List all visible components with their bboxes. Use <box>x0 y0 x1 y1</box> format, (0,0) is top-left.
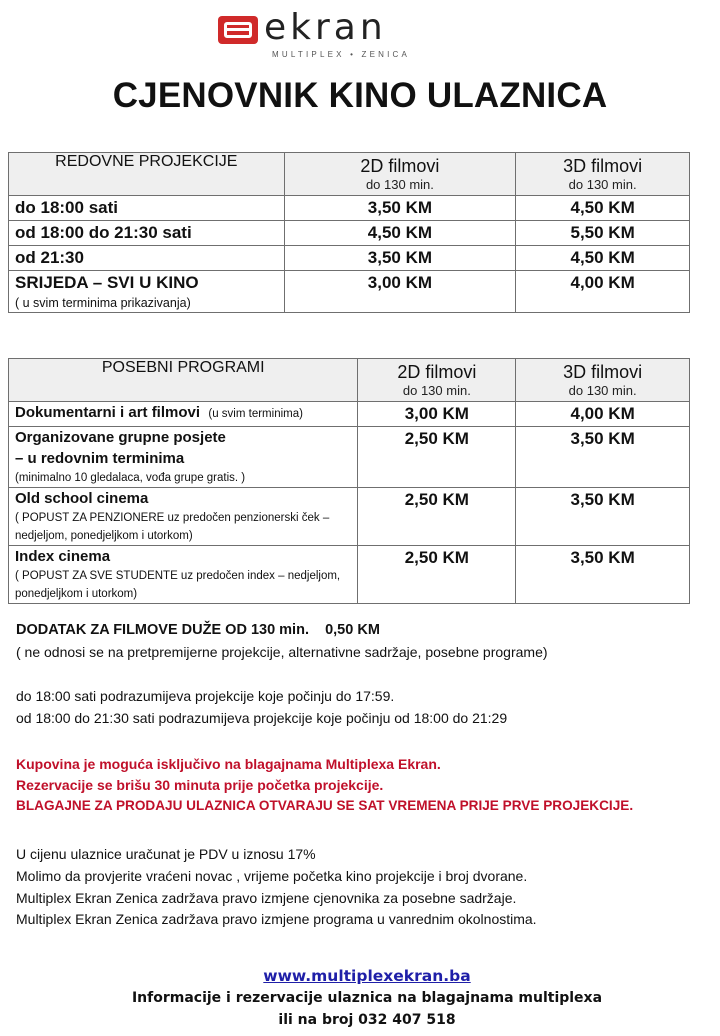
column-3d-sub: do 130 min. <box>568 383 637 398</box>
table-row <box>9 271 690 313</box>
price-3d: 3,50 KM <box>516 488 690 546</box>
surcharge-price: 0,50 KM <box>325 622 380 638</box>
row-note: ( u svim terminima prikazivanja) <box>15 296 191 310</box>
row-label: do 18:00 sati <box>9 196 285 221</box>
page-title: CJENOVNIK KINO ULAZNICA <box>112 76 608 115</box>
price-3d: 5,50 KM <box>516 221 690 246</box>
price-3d: 3,50 KM <box>516 546 690 604</box>
footer-info-line: Informacije i rezervacije ulaznica na blagajnama multiplexa <box>131 990 603 1006</box>
column-3d-label: 3D filmovi <box>563 156 643 176</box>
table-row <box>9 246 690 271</box>
special-header-label: POSEBNI PROGRAMI <box>9 359 358 402</box>
ekran-logo-icon <box>218 16 258 44</box>
row-label-line2: – u redovnim terminima <box>15 450 185 467</box>
surcharge-label: DODATAK ZA FILMOVE DUŽE OD 130 min. <box>16 622 309 638</box>
table-header-row <box>9 153 690 196</box>
price-3d: 4,00 KM <box>516 271 690 313</box>
table-row <box>9 488 690 546</box>
time-note: do 18:00 sati podrazumijeva projekcije koje počinju do 17:59. <box>16 688 395 704</box>
price-3d: 4,00 KM <box>516 402 690 427</box>
price-2d: 3,00 KM <box>358 402 516 427</box>
footer-website-wrap <box>0 966 720 985</box>
warning-line: Rezervacije se brišu 30 minuta prije početka projekcije. <box>16 777 384 793</box>
row-label: od 18:00 do 21:30 sati <box>9 221 285 246</box>
row-label-cell <box>9 402 358 427</box>
price-2d: 3,00 KM <box>284 271 516 313</box>
price-2d: 2,50 KM <box>358 427 516 488</box>
row-note: ( POPUST ZA SVE STUDENTE uz predočen index – nedjeljom, ponedjeljkom i utorkom) <box>15 570 341 600</box>
column-3d <box>516 359 690 402</box>
info-line: Molimo da provjerite vraćeni novac , vrijeme početka kino projekcije i broj dvorane. <box>16 868 528 884</box>
row-label-cell <box>9 488 358 546</box>
surcharge-note: ( ne odnosi se na pretpremijerne projekcije, alternativne sadržaje, posebne programe) <box>16 644 548 660</box>
price-2d: 2,50 KM <box>358 488 516 546</box>
info-line: Multiplex Ekran Zenica zadržava pravo izmjene cjenovnika za posebne sadržaje. <box>16 890 517 906</box>
warning-line: BLAGAJNE ZA PRODAJU ULAZNICA OTVARAJU SE SAT VREMENA PRIJE PRVE PROJEKCIJE. <box>16 798 634 813</box>
row-note: ( POPUST ZA PENZIONERE uz predočen penzionerski ček – nedjeljom, ponedjeljkom i utorkom) <box>15 512 330 542</box>
website-link[interactable]: www.multiplexekran.ba <box>263 967 471 985</box>
row-label: Index cinema <box>15 548 111 565</box>
time-note: od 18:00 do 21:30 sati podrazumijeva projekcije koje počinju od 18:00 do 21:29 <box>16 710 508 726</box>
column-2d-sub: do 130 min. <box>365 177 434 192</box>
table-row <box>9 221 690 246</box>
footer-phone-line: ili na broj 032 407 518 <box>278 1012 456 1028</box>
info-line: Multiplex Ekran Zenica zadržava pravo izmjene programa u vanrednim okolnostima. <box>16 911 537 927</box>
column-2d <box>358 359 516 402</box>
special-price-table <box>8 358 690 604</box>
price-3d: 4,50 KM <box>516 246 690 271</box>
regular-header-label: REDOVNE PROJEKCIJE <box>9 153 285 196</box>
row-label: od 21:30 <box>9 246 285 271</box>
row-inline-note: (u svim terminima) <box>208 408 303 420</box>
ekran-logo <box>218 7 438 60</box>
row-label: Dokumentarni i art filmovi <box>15 404 201 421</box>
column-2d-sub: do 130 min. <box>402 383 471 398</box>
row-label: Organizovane grupne posjete <box>15 429 226 446</box>
info-line: U cijenu ulaznice uračunat je PDV u iznosu 17% <box>16 846 316 862</box>
column-3d <box>516 153 690 196</box>
column-2d-label: 2D filmovi <box>397 362 477 382</box>
price-2d: 3,50 KM <box>284 246 516 271</box>
table-row <box>9 402 690 427</box>
column-3d-sub: do 130 min. <box>568 177 637 192</box>
row-label-cell <box>9 427 358 488</box>
row-label: Old school cinema <box>15 490 149 507</box>
price-2d: 4,50 KM <box>284 221 516 246</box>
warning-line: Kupovina je moguća isključivo na blagajnama Multiplexa Ekran. <box>16 756 441 772</box>
logo-brand: ekran <box>264 7 387 48</box>
price-2d: 3,50 KM <box>284 196 516 221</box>
table-header-row <box>9 359 690 402</box>
table-row <box>9 546 690 604</box>
price-3d: 3,50 KM <box>516 427 690 488</box>
column-2d-label: 2D filmovi <box>360 156 440 176</box>
price-2d: 2,50 KM <box>358 546 516 604</box>
row-label-cell <box>9 546 358 604</box>
row-note: (minimalno 10 gledalaca, vođa grupe gratis. ) <box>15 472 246 484</box>
table-row <box>9 196 690 221</box>
column-3d-label: 3D filmovi <box>563 362 643 382</box>
regular-price-table <box>8 152 690 313</box>
surcharge-line <box>16 622 380 638</box>
logo-subtitle: MULTIPLEX • ZENICA <box>272 50 411 59</box>
price-3d: 4,50 KM <box>516 196 690 221</box>
row-label: SRIJEDA – SVI U KINO <box>15 273 199 292</box>
table-row <box>9 427 690 488</box>
row-label-cell <box>9 271 285 313</box>
column-2d <box>284 153 516 196</box>
